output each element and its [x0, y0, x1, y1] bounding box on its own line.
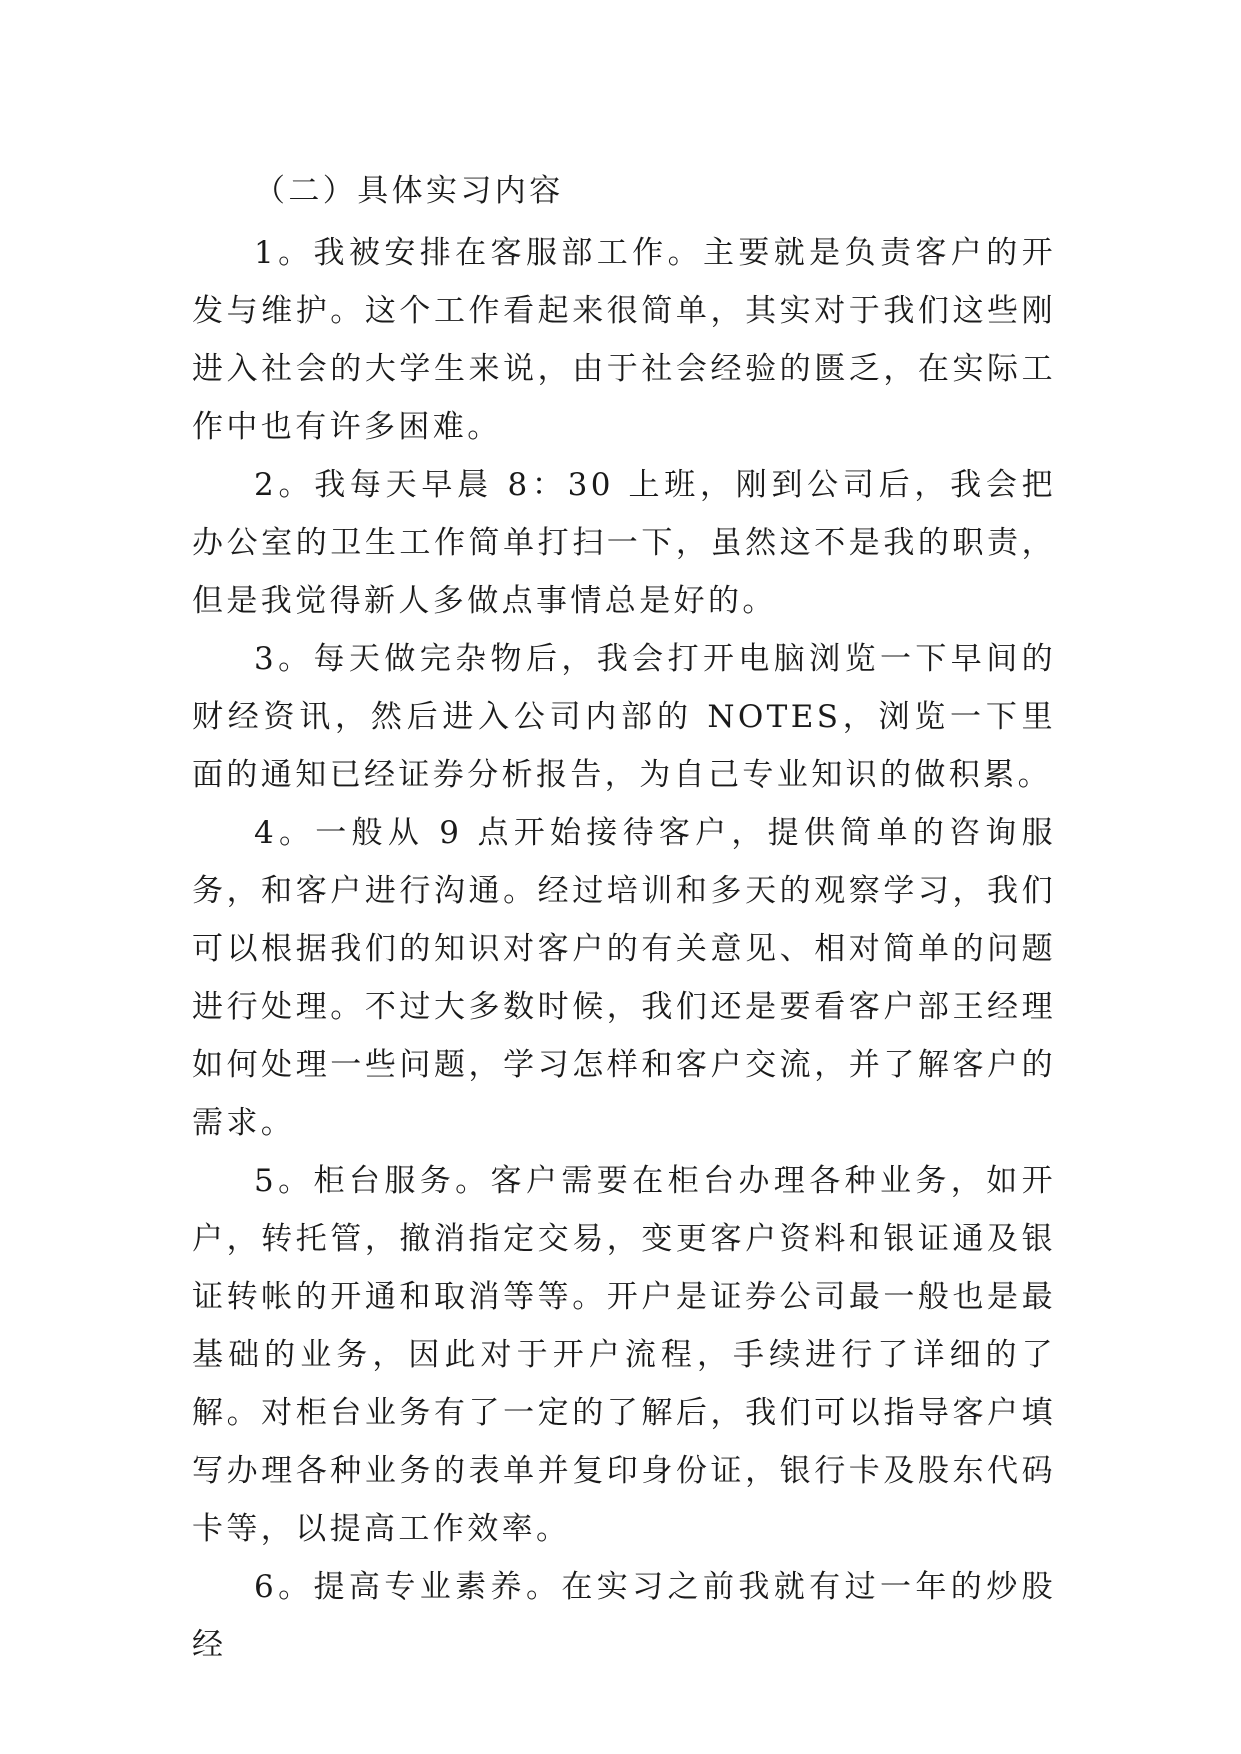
section-heading: （二）具体实习内容 [254, 173, 564, 209]
paragraph-5: 5。柜台服务。客户需要在柜台办理各种业务，如开户，转托管，撤消指定交易，变更客户资料和银证通及银证转帐的开通和取消等等。开户是证券公司最一般也是最基础的业务，因此对于开户流程，手续进行了详细的了解。对柜台业务有了一定的了解后，我们可以指导客户填写办理各种业务的表单并复印身份证，银行卡及股东代码卡等，以提高工作效率。 [192, 1163, 1056, 1547]
paragraph-1: 1。我被安排在客服部工作。主要就是负责客户的开发与维护。这个工作看起来很简单，其实对于我们这些刚进入社会的大学生来说，由于社会经验的匮乏，在实际工作中也有许多困难。 [192, 235, 1056, 445]
paragraph-2: 2。我每天早晨 8：30 上班，刚到公司后，我会把办公室的卫生工作简单打扫一下，虽然这不是我的职责，但是我觉得新人多做点事情总是好的。 [192, 467, 1056, 619]
paragraph-6: 6。提高专业素养。在实习之前我就有过一年的炒股经 [192, 1569, 1056, 1663]
paragraph-3: 3。每天做完杂物后，我会打开电脑浏览一下早间的财经资讯，然后进入公司内部的 NOTES，浏览一下里面的通知已经证券分析报告，为自己专业知识的做积累。 [192, 641, 1056, 793]
paragraph-4: 4。一般从 9 点开始接待客户，提供简单的咨询服务，和客户进行沟通。经过培训和多天的观察学习，我们可以根据我们的知识对客户的有关意见、相对简单的问题进行处理。不过大多数时候，我们还是要看客户部王经理如何处理一些问题，学习怎样和客户交流，并了解客户的需求。 [192, 815, 1056, 1141]
document-page [192, 162, 1056, 1674]
